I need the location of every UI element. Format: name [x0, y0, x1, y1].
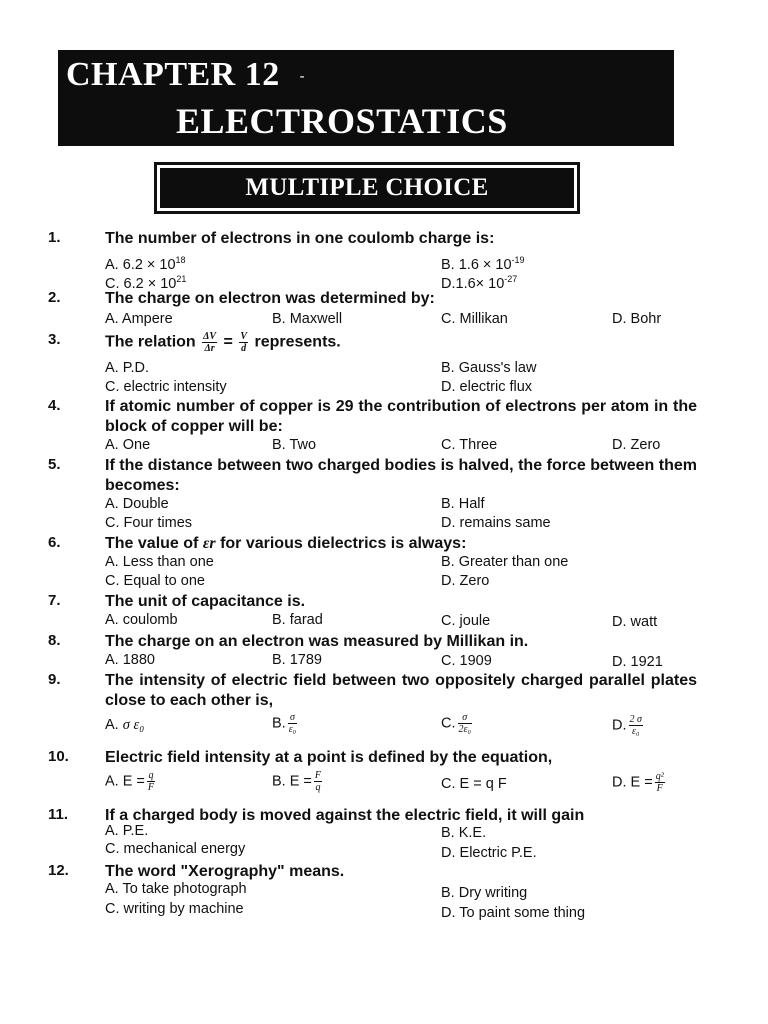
question-number: 1. — [48, 229, 61, 246]
question-stem: The charge on electron was determined by: — [105, 290, 435, 307]
option-b[interactable]: B. Gauss's law — [441, 360, 537, 376]
option-a[interactable]: A. P.E. — [105, 823, 149, 839]
option-c[interactable]: C. mechanical energy — [105, 841, 246, 857]
option-d[interactable]: D. To paint some thing — [441, 905, 586, 921]
option-c[interactable]: C. electric intensity — [105, 379, 227, 395]
option-a[interactable]: A. σ ε₀ — [105, 717, 145, 733]
question-number: 12. — [48, 862, 69, 879]
option-c[interactable]: C. Millikan — [441, 311, 508, 327]
option-a[interactable]: A. coulomb — [105, 612, 178, 628]
option-a[interactable]: A. $6.2 \times 10^{18}$ — [105, 255, 186, 273]
question-stem: The word "Xerography" means. — [105, 863, 345, 880]
question-number: 7. — [48, 592, 61, 609]
option-c[interactable]: C. E = q F — [441, 776, 507, 792]
option-b[interactable]: B. $1.6 \times 10^{-19}$ — [441, 255, 525, 273]
question-stem: The value of εr for various dielectrics is always: — [105, 535, 467, 552]
section-heading: MULTIPLE CHOICE — [160, 168, 574, 208]
question-number: 6. — [48, 534, 61, 551]
fraction-delta-v-over-delta-r: $\frac{\Delta V}{\Delta r}$ — [203, 331, 217, 354]
option-d[interactable]: D. electric flux — [441, 379, 533, 395]
question-number: 9. — [48, 671, 61, 688]
option-c[interactable]: C. 1909 — [441, 653, 492, 669]
question-stem: If a charged body is moved against the electric field, it will gain — [105, 807, 585, 824]
section-heading-box — [154, 162, 580, 214]
option-c[interactable]: C. $\frac{\sigma}{\text{2ε₀}}$ — [441, 712, 471, 735]
option-d[interactable]: D. watt — [612, 614, 658, 630]
option-a[interactable]: A. Ampere — [105, 311, 173, 327]
chapter-banner — [58, 50, 674, 146]
chapter-title: ELECTROSTATICS — [176, 101, 508, 141]
option-d[interactable]: D. Zero — [612, 437, 661, 453]
option-b[interactable]: B. K.E. — [441, 825, 487, 841]
option-d[interactable]: D. $\frac{2 \sigma}{\text{ε₀}}$ — [612, 714, 642, 737]
question-number: 11. — [48, 806, 69, 823]
question-number: 3. — [48, 331, 61, 348]
epsilon-r-symbol: εr — [202, 535, 216, 552]
option-d[interactable]: D. Bohr — [612, 311, 662, 327]
chapter-number: CHAPTER 12 - — [66, 56, 305, 93]
option-b[interactable]: B. Two — [272, 437, 317, 453]
option-a[interactable]: A. Double — [105, 496, 169, 512]
question-stem: The unit of capacitance is. — [105, 593, 306, 610]
option-d[interactable]: D. remains same — [441, 515, 551, 531]
option-a[interactable]: A. P.D. — [105, 360, 150, 376]
question-stem: The relation $\frac{\Delta V}{\Delta r}$ = $\frac{V}{d}$ represents. — [105, 331, 341, 354]
option-b[interactable]: B. Half — [441, 496, 485, 512]
option-c[interactable]: C. Equal to one — [105, 573, 205, 589]
question-stem: If the distance between two charged bodies is halved, the force between them becomes: — [105, 457, 697, 494]
question-number: 10. — [48, 748, 69, 765]
option-d[interactable]: D. Zero — [441, 573, 490, 589]
option-b[interactable]: B. Greater than one — [441, 554, 569, 570]
question-stem: The charge on an electron was measured by Millikan in. — [105, 633, 529, 650]
option-a[interactable]: A. One — [105, 437, 151, 453]
option-c[interactable]: C. $6.2 \times 10^{21}$ — [105, 274, 187, 292]
option-c[interactable]: C. joule — [441, 613, 491, 629]
question-number: 5. — [48, 456, 61, 473]
option-c[interactable]: C. Three — [441, 437, 498, 453]
option-b[interactable]: B. $\frac{\sigma}{\text{ε₀}}$ — [272, 712, 297, 735]
option-a[interactable]: A. E = $\frac{q}{F}$ — [105, 770, 155, 793]
option-c[interactable]: C. writing by machine — [105, 901, 244, 917]
question-stem: The intensity of electric field between two oppositely charged parallel plates close to each other is, — [105, 672, 697, 709]
option-b[interactable]: B. Dry writing — [441, 885, 528, 901]
option-b[interactable]: B. E = $\frac{F}{q}$ — [272, 770, 322, 793]
question-number: 4. — [48, 397, 61, 414]
option-a[interactable]: A. Less than one — [105, 554, 214, 570]
option-b[interactable]: B. farad — [272, 612, 323, 628]
option-d[interactable]: D. Electric P.E. — [441, 845, 537, 861]
option-d[interactable]: D. E = $\frac{\text{q²}}{F}$ — [612, 771, 664, 794]
option-b[interactable]: B. 1789 — [272, 652, 322, 668]
question-number: 2. — [48, 289, 61, 306]
option-a[interactable]: A. 1880 — [105, 652, 155, 668]
question-stem: If atomic number of copper is 29 the contribution of electrons per atom in the block of copper will be: — [105, 398, 697, 435]
option-a[interactable]: A. To take photograph — [105, 881, 247, 897]
fraction-v-over-d: $\frac{V}{d}$ — [240, 331, 248, 354]
option-c[interactable]: C. Four times — [105, 515, 193, 531]
question-stem: Electric field intensity at a point is defined by the equation, — [105, 749, 553, 766]
option-d[interactable]: $D.1.6\times 10^{-27}$ — [441, 274, 518, 292]
question-stem: The number of electrons in one coulomb charge is: — [105, 230, 495, 247]
question-number: 8. — [48, 632, 61, 649]
option-b[interactable]: B. Maxwell — [272, 311, 343, 327]
option-d[interactable]: D. 1921 — [612, 654, 663, 670]
